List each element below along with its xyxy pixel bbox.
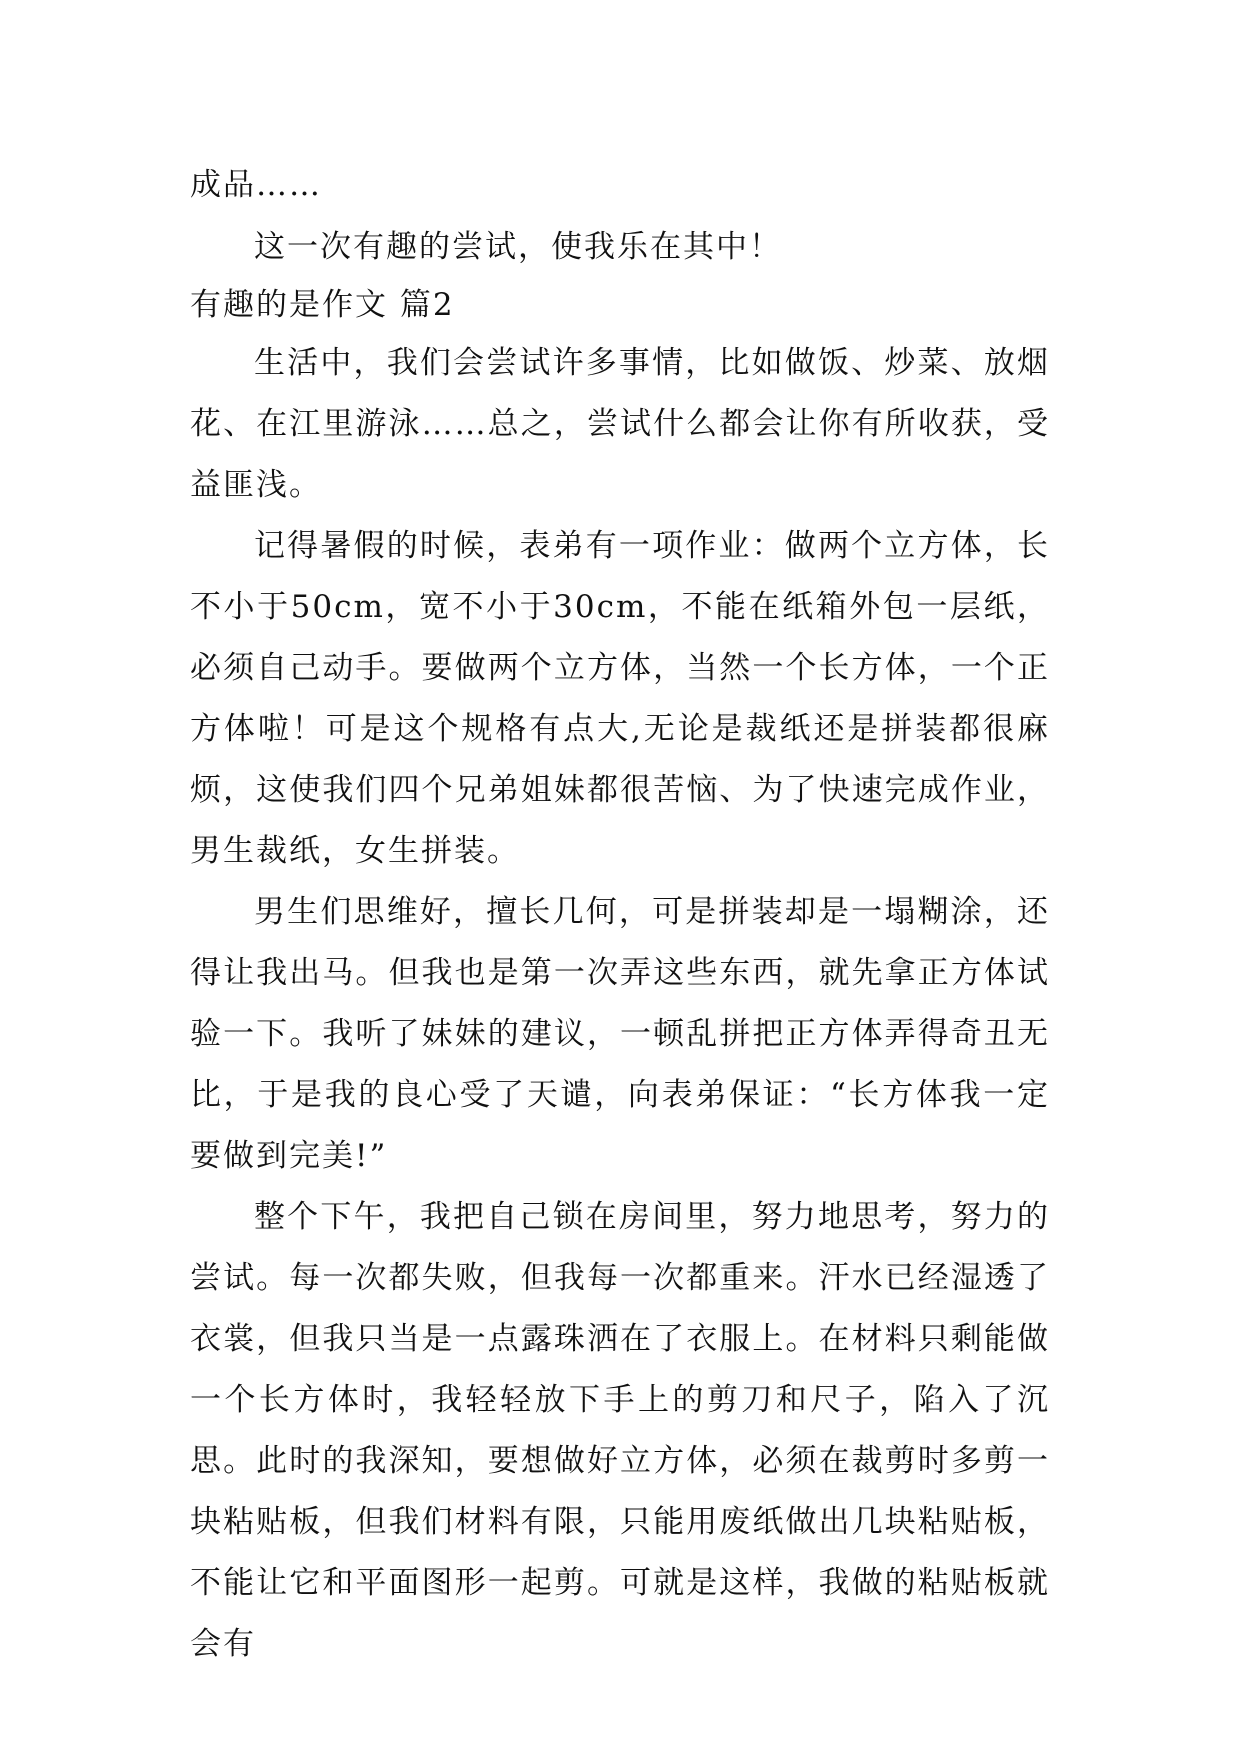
paragraph-1: 生活中，我们会尝试许多事情，比如做饭、炒菜、放烟花、在江里游泳……总之，尝试什么都会让你有所收获，受益匪浅。: [190, 345, 1050, 503]
continuation-fragment: 成品……: [190, 167, 322, 203]
paragraph-2: 记得暑假的时候，表弟有一项作业：做两个立方体，长不小于50cm，宽不小于30cm，不能在纸箱外包一层纸，必须自己动手。要做两个立方体，当然一个长方体，一个正方体啦！可是这个规格有点大,无论是裁纸还是拼装都很麻烦，这使我们四个兄弟姐妹都很苦恼、为了快速完成作业，男生裁纸，女生拼装。: [190, 528, 1050, 869]
paragraph-4: 整个下午，我把自己锁在房间里，努力地思考，努力的尝试。每一次都失败，但我每一次都重来。汗水已经湿透了衣裳，但我只当是一点露珠洒在了衣服上。在材料只剩能做一个长方体时，我轻轻放下手上的剪刀和尺子，陷入了沉思。此时的我深知，要想做好立方体，必须在裁剪时多剪一块粘贴板，但我们材料有限，只能用废纸做出几块粘贴板，不能让它和平面图形一起剪。可就是这样，我做的粘贴板就会有: [190, 1199, 1050, 1662]
paragraph-3: 男生们思维好，擅长几何，可是拼装却是一塌糊涂，还得让我出马。但我也是第一次弄这些东西，就先拿正方体试验一下。我听了妹妹的建议，一顿乱拼把正方体弄得奇丑无比，于是我的良心受了天谴，向表弟保证：“长方体我一定要做到完美!”: [190, 894, 1050, 1174]
document-page: [190, 155, 1050, 1675]
section-heading: 有趣的是作文 篇2: [190, 287, 455, 323]
closing-sentence: 这一次有趣的尝试，使我乐在其中！: [254, 229, 782, 265]
